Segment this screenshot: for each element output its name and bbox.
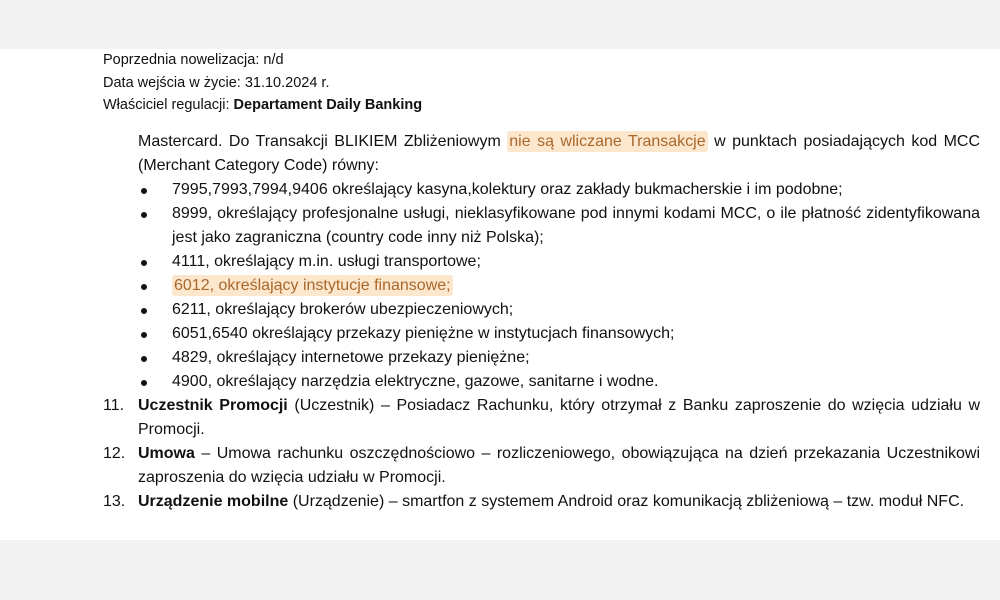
bullet-icon (141, 212, 147, 218)
definition-text: (Urządzenie) – smartfon z systemem Android oraz komunikacją zbliżeniową – tzw. moduł NFC. (288, 493, 965, 510)
mcc-bullet-list (0, 178, 1000, 394)
effective-date-value: 31.10.2024 r. (244, 74, 330, 91)
document-header (103, 49, 422, 117)
bullet-icon (141, 188, 147, 194)
bullet-icon (141, 260, 147, 266)
definition-item (103, 394, 980, 442)
bullet-icon (141, 308, 147, 314)
definition-term: Urządzenie mobilne (138, 493, 289, 510)
regulation-owner-line (103, 94, 422, 117)
bullet-icon (141, 332, 147, 338)
effective-date-label: Data wejścia w życie: (103, 74, 245, 91)
highlighted-bullet-text: 6012, określający instytucje finansowe; (174, 277, 451, 294)
previous-revision-line (103, 49, 422, 72)
definition-item (103, 490, 980, 514)
bullet-icon (141, 284, 147, 290)
definition-term: Umowa (138, 445, 195, 462)
previous-revision-label: Poprzednia nowelizacja: (103, 52, 264, 68)
bullet-item (172, 202, 980, 250)
bullet-text: 6051,6540 określający przekazy pieniężne w instytucjach finansowych; (172, 325, 675, 342)
definition-number: 11. (103, 397, 125, 414)
bullet-item (172, 298, 980, 322)
bullet-item (172, 274, 980, 298)
bullet-text: 8999, określający profesjonalne usługi, nieklasyfikowane pod innymi kodami MCC, o ile płatność zidentyfikowana jest jako zagraniczna (country code inny niż Polska); (172, 205, 980, 246)
definition-number: 13. (103, 493, 126, 510)
definitions-list (0, 394, 1000, 514)
bullet-item (172, 370, 980, 394)
bullet-text: 7995,7993,7994,9406 określający kasyna,kolektury oraz zakłady bukmacherskie i im podobne; (172, 181, 843, 198)
document-body (0, 130, 1000, 514)
definition-term: Uczestnik Promocji (138, 397, 288, 414)
intro-text-after: w punktach posiadających kod MCC (Merchant Category Code) równy: (138, 133, 981, 174)
definition-text: – Umowa rachunku oszczędnościowo – rozliczeniowego, obowiązująca na dzień przekazania Uczestnikowi zaproszenia do wzięcia udziału w Promocji. (138, 445, 980, 486)
definition-item (103, 442, 980, 490)
effective-date-line (103, 72, 422, 95)
intro-text-before: Mastercard. Do Transakcji BLIKIEM Zbliżeniowym (138, 133, 508, 150)
highlighted-phrase: nie są wliczane Transakcje (509, 133, 706, 150)
previous-revision-value: n/d (263, 52, 284, 68)
definition-text: (Uczestnik) – Posiadacz Rachunku, który otrzymał z Banku zaproszenie do wzięcia udziału w Promocji. (138, 397, 980, 438)
bullet-item (172, 346, 980, 370)
bullet-icon (141, 356, 147, 362)
bullet-item (172, 250, 980, 274)
bullet-text: 4111, określający m.in. usługi transportowe; (172, 253, 481, 270)
regulation-owner-label: Właściciel regulacji: (103, 97, 234, 113)
regulation-owner-value: Departament Daily Banking (233, 97, 423, 113)
document-page (0, 49, 1000, 540)
definition-number: 12. (103, 445, 126, 462)
bullet-icon (141, 380, 147, 386)
bullet-text: 6211, określający brokerów ubezpieczeniowych; (172, 301, 514, 318)
intro-paragraph (138, 130, 980, 178)
bullet-text: 4829, określający internetowe przekazy pieniężne; (172, 349, 530, 366)
bullet-text: 4900, określający narzędzia elektryczne, gazowe, sanitarne i wodne. (172, 373, 659, 390)
bullet-item (172, 322, 980, 346)
bullet-item (172, 178, 980, 202)
